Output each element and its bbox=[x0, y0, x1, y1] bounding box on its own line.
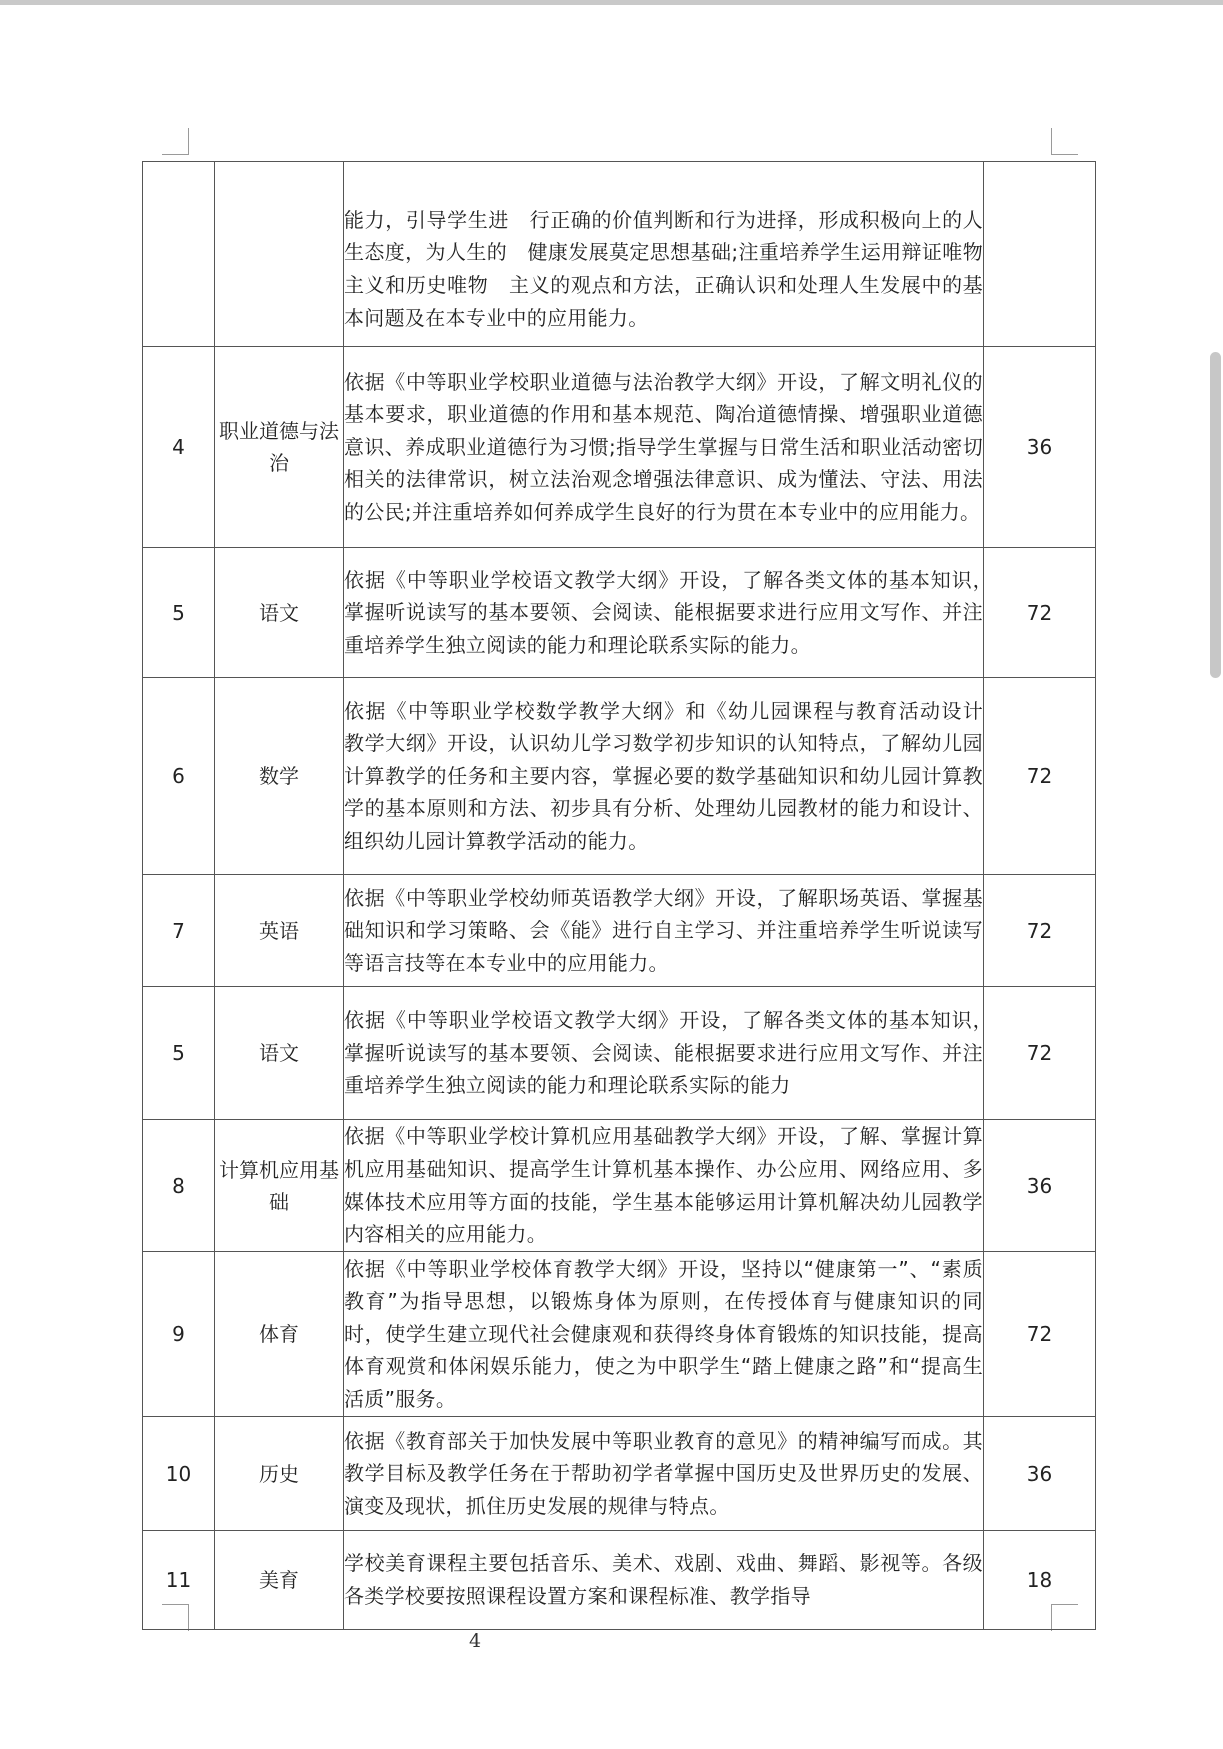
table-row bbox=[143, 987, 1095, 1120]
course-hours: 72 bbox=[984, 548, 1095, 678]
course-name: 体育 bbox=[215, 1252, 344, 1417]
course-name: 英语 bbox=[215, 875, 344, 987]
course-hours: 72 bbox=[984, 1252, 1095, 1417]
course-name: 计算机应用基础 bbox=[215, 1120, 344, 1252]
course-hours: 72 bbox=[984, 678, 1095, 875]
table-row bbox=[143, 875, 1095, 987]
course-name: 语文 bbox=[215, 987, 344, 1120]
course-description: 依据《中等职业学校语文教学大纲》开设，了解各类文体的基本知识， 掌握听说读写的基本要领、会阅读、能根据要求进行应用文写作、并注重培养学生独立阅读的能力和理论联系实际的能力。 bbox=[344, 548, 984, 678]
course-name bbox=[215, 162, 344, 347]
course-hours bbox=[984, 162, 1095, 347]
course-name: 历史 bbox=[215, 1417, 344, 1531]
course-description: 依据《中等职业学校幼师英语教学大纲》开设，了解职场英语、掌握基础知识和学习策略、会《能》进行自主学习、并注重培养学生听说读写等语言技等在本专业中的应用能力。 bbox=[344, 875, 984, 987]
row-number: 9 bbox=[143, 1252, 215, 1417]
table-row bbox=[143, 548, 1095, 678]
course-description: 学校美育课程主要包括音乐、美术、戏剧、戏曲、舞蹈、影视等。各级各类学校要按照课程设置方案和课程标准、教学指导 bbox=[344, 1531, 984, 1629]
viewer-top-bar bbox=[0, 0, 1223, 5]
course-description: 依据《教育部关于加快发展中等职业教育的意见》的精神编写而成。其教学目标及教学任务在于帮助初学者掌握中国历史及世界历史的发展、演变及现状，抓住历史发展的规律与特点。 bbox=[344, 1417, 984, 1531]
table-row bbox=[143, 1120, 1095, 1252]
row-number: 5 bbox=[143, 987, 215, 1120]
course-hours: 18 bbox=[1026, 1568, 1053, 1592]
row-number: 6 bbox=[143, 678, 215, 875]
scrollbar-thumb[interactable] bbox=[1210, 352, 1221, 678]
course-hours: 36 bbox=[984, 1417, 1095, 1531]
row-number: 8 bbox=[143, 1120, 215, 1252]
course-name: 数学 bbox=[215, 678, 344, 875]
course-hours: 72 bbox=[984, 875, 1095, 987]
course-hours: 72 bbox=[984, 987, 1095, 1120]
row-number: 7 bbox=[143, 875, 215, 987]
curriculum-table bbox=[142, 161, 1096, 1630]
course-name: 美育 bbox=[215, 1531, 344, 1629]
course-description: 依据《中等职业学校体育教学大纲》开设，坚持以“健康第一”、“素质教育”为指导思想，以锻炼身体为原则，在传授体育与健康知识的同时，使学生建立现代社会健康观和获得终身体育锻炼的知识技能，提高体育观赏和体闲娱乐能力，使之为中职学生“踏上健康之路”和“提高生活质”服务。 bbox=[344, 1252, 984, 1417]
margin-corner-mark bbox=[1051, 128, 1078, 155]
row-number: 4 bbox=[143, 347, 215, 548]
table-row bbox=[143, 1417, 1095, 1531]
row-number: 11 bbox=[143, 1531, 215, 1629]
table-row bbox=[143, 678, 1095, 875]
row-number: 10 bbox=[143, 1417, 215, 1531]
course-description: 依据《中等职业学校职业道德与法治教学大纲》开设，了解文明礼仪的基本要求，职业道德的作用和基本规范、陶冶道德情操、增强职业道德意识、养成职业道德行为习惯;指导学生掌握与日常生活和职业活动密切相关的法律常识，树立法治观念增强法律意识、成为懂法、守法、用法的公民;并注重培养如何养成学生良好的行为贯在本专业中的应用能力。 bbox=[344, 347, 984, 548]
margin-corner-mark bbox=[162, 128, 189, 155]
table-row bbox=[143, 1531, 1095, 1629]
course-name: 语文 bbox=[215, 548, 344, 678]
course-description: 依据《中等职业学校语文教学大纲》开设，了解各类文体的基本知识， 掌握听说读写的基本要领、会阅读、能根据要求进行应用文写作、并注重培养学生独立阅读的能力和理论联系实际的能力 bbox=[344, 987, 984, 1120]
page-number: 4 bbox=[468, 1630, 482, 1652]
course-description: 依据《中等职业学校数学教学大纲》和《幼儿园课程与教育活动设计 教学大纲》开设，认识幼儿学习数学初步知识的认知特点，了解幼儿园计算教学的任务和主要内容，掌握必要的数学基础知识和幼儿园计算教学的基本原则和方法、初步具有分析、处理幼儿园教材的能力和设计、组织幼儿园计算教学活动的能力。 bbox=[344, 678, 984, 875]
course-description: 能力，引导学生进 行正确的价值判断和行为进择，形成积极向上的人生态度，为人生的 健康发展莫定思想基础;注重培养学生运用辩证唯物主义和历史唯物 主义的观点和方法，正确认识和处理人生发展中的基本问题及在本专业中的应用能力。 bbox=[344, 162, 984, 347]
course-hours: 36 bbox=[984, 347, 1095, 548]
course-description: 依据《中等职业学校计算机应用基础教学大纲》开设，了解、掌握计算机应用基础知识、提高学生计算机基本操作、办公应用、网络应用、多媒体技术应用等方面的技能，学生基本能够运用计算机解决幼儿园教学内容相关的应用能力。 bbox=[344, 1120, 984, 1252]
table-row bbox=[143, 347, 1095, 548]
table-row bbox=[143, 162, 1095, 347]
course-name: 职业道德与法治 bbox=[215, 347, 344, 548]
row-number bbox=[143, 162, 215, 347]
table-row bbox=[143, 1252, 1095, 1417]
row-number: 5 bbox=[143, 548, 215, 678]
course-hours: 36 bbox=[984, 1120, 1095, 1252]
